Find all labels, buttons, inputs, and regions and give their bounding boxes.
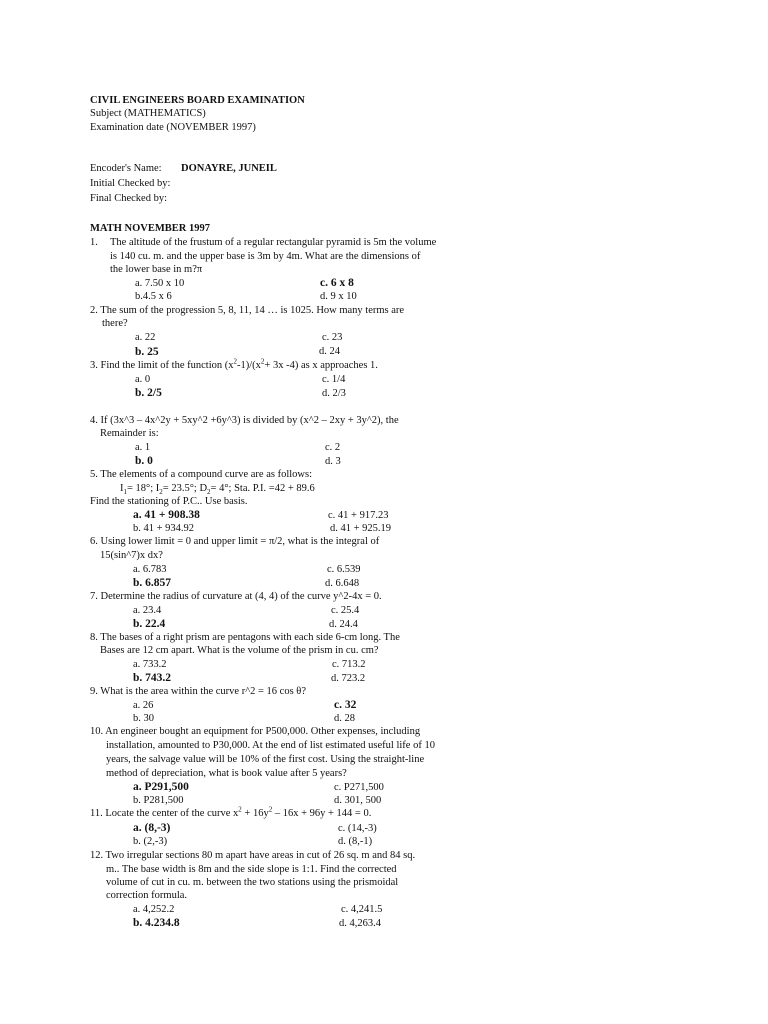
q7-line1: 7. Determine the radius of curvature at (4, 4) of the curve y^2-4x = 0. <box>90 591 382 602</box>
q8-line2: Bases are 12 cm apart. What is the volume of the prism in cu. cm? <box>100 645 379 656</box>
document-title: CIVIL ENGINEERS BOARD EXAMINATION <box>90 95 305 106</box>
q1-option-a: a. 7.50 x 10 <box>135 278 185 289</box>
q7-option-d: d. 24.4 <box>329 619 358 630</box>
q4-option-d: d. 3 <box>325 456 341 467</box>
q6-line1: 6. Using lower limit = 0 and upper limit = π/2, what is the integral of <box>90 536 380 547</box>
q10-line1: 10. An engineer bought an equipment for P500,000. Other expenses, including <box>90 726 421 737</box>
q6-line2: 15(sin^7)x dx? <box>100 550 163 561</box>
q9-option-d: d. 28 <box>334 713 355 724</box>
q6-option-b: b. 6.857 <box>133 577 172 589</box>
q10-option-a: a. P291,500 <box>133 781 189 793</box>
q12-option-c: c. 4,241.5 <box>341 904 383 915</box>
q4-line2: Remainder is: <box>100 428 159 439</box>
q6-option-a: a. 6.783 <box>133 564 167 575</box>
q7-option-b: b. 22.4 <box>133 618 166 630</box>
q8-option-b: b. 743.2 <box>133 672 172 684</box>
q3-option-b: b. 2/5 <box>135 387 162 399</box>
q12-option-d: d. 4,263.4 <box>339 918 381 929</box>
q11-option-c: c. (14,-3) <box>338 823 377 834</box>
q8-option-d: d. 723.2 <box>331 673 366 684</box>
q10-option-c: c. P271,500 <box>334 782 384 793</box>
q5-line1: 5. The elements of a compound curve are as follows: <box>90 469 312 480</box>
q7-option-c: c. 25.4 <box>331 605 360 616</box>
q4-option-c: c. 2 <box>325 442 341 453</box>
q2-option-d: d. 24 <box>319 346 340 357</box>
q12-line2: m.. The base width is 8m and the side slope is 1:1. Find the corrected <box>106 864 397 875</box>
q5-line3: Find the stationing of P.C.. Use basis. <box>90 496 248 507</box>
q11-line1: 11. Locate the center of the curve $x^2 + 16y^2 - 16x + 96y + 144 = 0$. <box>90 805 372 819</box>
q8-option-c: c. 713.2 <box>332 659 366 670</box>
q11-option-d: d. (8,-1) <box>338 836 373 847</box>
q2-line1: 2. The sum of the progression 5, 8, 11, 14 … is 1025. How many terms are <box>90 305 405 316</box>
encoder-name: DONAYRE, JUNEIL <box>181 163 277 174</box>
q4-option-b: b. 0 <box>135 455 153 467</box>
q10-line3: years, the salvage value will be 10% of the first cost. Using the straight-line <box>106 754 425 765</box>
exam-date-line: Examination date (NOVEMBER 1997) <box>90 122 256 133</box>
q3-option-c: c. 1/4 <box>322 374 346 385</box>
q10-option-d: d. 301, 500 <box>334 795 382 806</box>
section-title: MATH NOVEMBER 1997 <box>90 223 210 234</box>
q1-line1: The altitude of the frustum of a regular rectangular pyramid is 5m the volume <box>110 237 437 248</box>
q3-option-a: a. 0 <box>135 374 151 385</box>
q5-option-a: a. 41 + 908.38 <box>133 509 200 521</box>
q5-option-c: c. 41 + 917.23 <box>328 510 389 521</box>
q9-line1: 9. What is the area within the curve r^2 = 16 cos θ? <box>90 686 306 697</box>
q7-option-a: a. 23.4 <box>133 605 162 616</box>
q11-option-a: a. (8,-3) <box>133 822 171 834</box>
q1-number: 1. <box>90 237 98 248</box>
q8-option-a: a. 733.2 <box>133 659 167 670</box>
final-checked-line: Final Checked by: <box>90 193 167 204</box>
q3-option-d: d. 2/3 <box>322 388 346 399</box>
q12-line4: correction formula. <box>106 890 188 901</box>
q1-line2: is 140 cu. m. and the upper base is 3m by 4m. What are the dimensions of <box>110 251 421 262</box>
q2-option-a: a. 22 <box>135 332 156 343</box>
q5-line2: $I_1= 18^\circ$; $I_2= 23.5^\circ$; $D_2= 4^\circ$; Sta. P.I. =42 + 89.6 <box>120 483 315 497</box>
q9-option-b: b. 30 <box>133 713 154 724</box>
q2-option-c: c. 23 <box>322 332 343 343</box>
encoder-label: Encoder's Name: <box>90 163 162 174</box>
initial-checked-line: Initial Checked by: <box>90 178 171 189</box>
q4-line1: 4. If (3x^3 – 4x^2y + 5xy^2 +6y^3) is divided by (x^2 – 2xy + 3y^2), the <box>90 415 399 426</box>
q1-option-d: d. 9 x 10 <box>320 291 357 302</box>
q5-option-d: d. 41 + 925.19 <box>330 523 392 534</box>
q9-option-c: c. 32 <box>334 699 357 711</box>
q3-line1: 3. Find the limit of the function $(x^2-1)/(x^2+ 3x$ -4) as x approaches 1. <box>90 357 378 371</box>
q1-option-b: b.4.5 x 6 <box>135 291 172 302</box>
q1-option-c: c. 6 x 8 <box>320 277 354 289</box>
q2-option-b: b. 25 <box>135 346 159 358</box>
q1-line3: the lower base in m?π <box>110 264 203 275</box>
q8-line1: 8. The bases of a right prism are pentagons with each side 6-cm long. The <box>90 632 400 643</box>
subject-line: Subject (MATHEMATICS) <box>90 108 206 119</box>
q10-line4: method of depreciation, what is book value after 5 years? <box>106 768 347 779</box>
q4-option-a: a. 1 <box>135 442 151 453</box>
q12-option-b: b. 4.234.8 <box>133 917 180 929</box>
q5-option-b: b. 41 + 934.92 <box>133 523 195 534</box>
q9-option-a: a. 26 <box>133 700 154 711</box>
q11-option-b: b. (2,-3) <box>133 836 168 847</box>
q6-option-d: d. 6.648 <box>325 578 360 589</box>
q6-option-c: c. 6.539 <box>327 564 361 575</box>
q12-line3: volume of cut in cu. m. between the two stations using the prismoidal <box>106 877 399 888</box>
q10-line2: installation, amounted to P30,000. At the end of list estimated useful life of 10 <box>106 740 435 751</box>
q10-option-b: b. P281,500 <box>133 795 184 806</box>
q12-line1: 12. Two irregular sections 80 m apart have areas in cut of 26 sq. m and 84 sq. <box>90 850 416 861</box>
q12-option-a: a. 4,252.2 <box>133 904 175 915</box>
q2-line2: there? <box>102 318 128 329</box>
